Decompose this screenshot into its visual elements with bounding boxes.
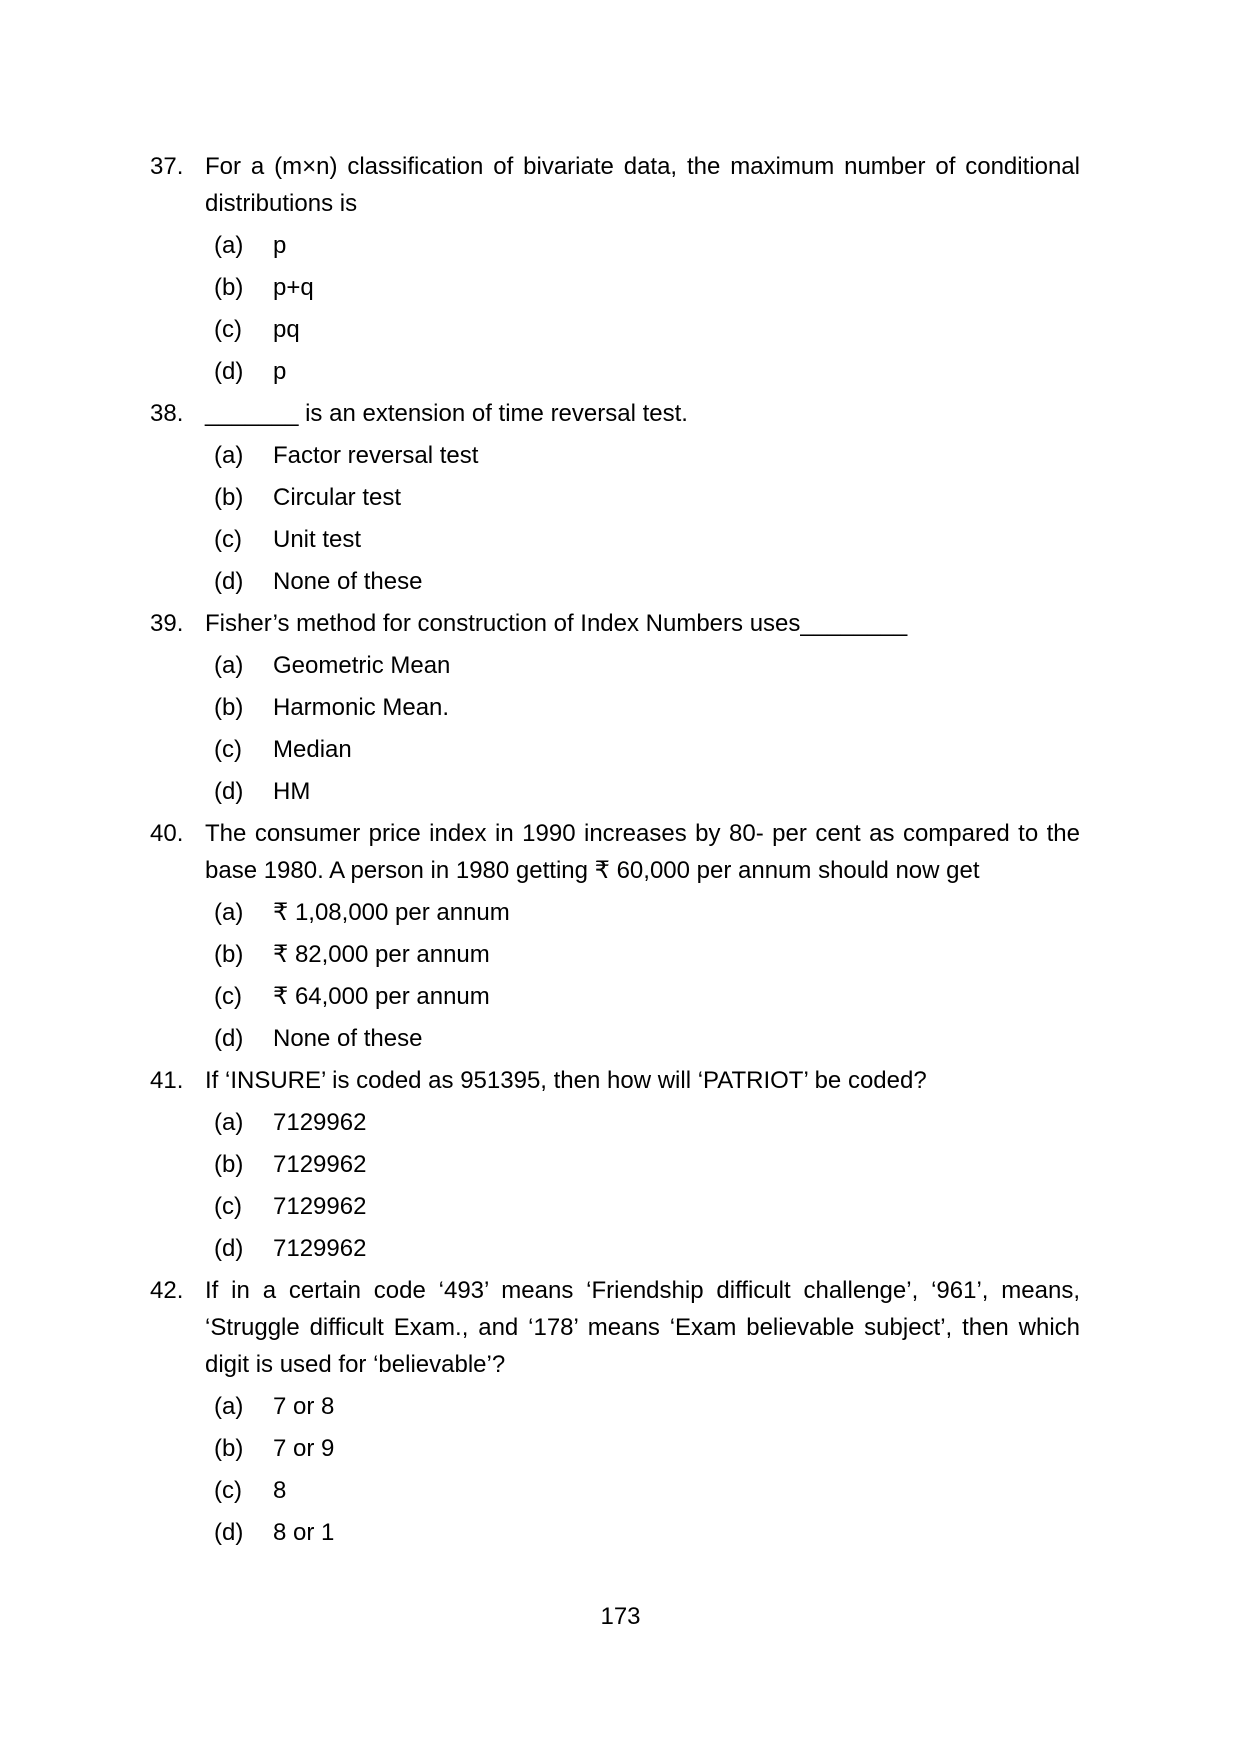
option-letter: (d) xyxy=(214,358,244,385)
option-letter: (a) xyxy=(214,1109,244,1136)
question-text: If in a certain code ‘493’ means ‘Friendship difficult challenge’, ‘961’, means, ‘Struggle difficult Exam., and ‘178’ means ‘Exam believable subject’, then which digit is used for ‘believable’? xyxy=(205,1277,1080,1378)
option-letter: (a) xyxy=(214,899,244,926)
option-text: p+q xyxy=(273,274,314,301)
option-row xyxy=(150,1020,1095,1057)
option-text: None of these xyxy=(273,568,423,595)
option-letter: (a) xyxy=(214,1393,244,1420)
option-text: 7 or 8 xyxy=(273,1393,335,1420)
option-row xyxy=(150,521,1095,558)
option-row xyxy=(150,1104,1095,1141)
option-text: pq xyxy=(273,316,300,343)
question-42 xyxy=(150,1272,1095,1551)
option-letter: (b) xyxy=(214,694,244,721)
option-row xyxy=(150,227,1095,264)
option-row xyxy=(150,1146,1095,1183)
option-row xyxy=(150,689,1095,726)
option-letter: (d) xyxy=(214,1519,244,1546)
option-text: p xyxy=(273,358,287,385)
option-letter: (c) xyxy=(214,316,242,343)
option-letter: (d) xyxy=(214,1235,244,1262)
option-text: 8 or 1 xyxy=(273,1519,335,1546)
option-letter: (b) xyxy=(214,1435,244,1462)
option-letter: (b) xyxy=(214,1151,244,1178)
option-row xyxy=(150,479,1095,516)
question-number: 40. xyxy=(150,820,184,847)
question-39 xyxy=(150,605,1095,810)
option-text: Factor reversal test xyxy=(273,442,479,469)
option-letter: (b) xyxy=(214,484,244,511)
option-text: p xyxy=(273,232,287,259)
question-41 xyxy=(150,1062,1095,1267)
option-text: Circular test xyxy=(273,484,402,511)
option-text: ₹ 1,08,000 per annum xyxy=(273,899,510,926)
question-40 xyxy=(150,815,1095,1057)
option-row xyxy=(150,437,1095,474)
option-row xyxy=(150,1388,1095,1425)
question-text: If ‘INSURE’ is coded as 951395, then how will ‘PATRIOT’ be coded? xyxy=(205,1067,927,1094)
option-row xyxy=(150,353,1095,390)
option-letter: (d) xyxy=(214,568,244,595)
option-text: Median xyxy=(273,736,352,763)
question-text: The consumer price index in 1990 increases by 80- per cent as compared to the base 1980. A person in 1980 getting ₹ 60,000 per annum should now get xyxy=(205,820,1080,884)
option-letter: (d) xyxy=(214,778,244,805)
option-letter: (c) xyxy=(214,983,242,1010)
option-row xyxy=(150,1514,1095,1551)
option-row xyxy=(150,894,1095,931)
option-text: Harmonic Mean. xyxy=(273,694,450,721)
question-37 xyxy=(150,148,1095,390)
option-text: 7 or 9 xyxy=(273,1435,335,1462)
option-row xyxy=(150,647,1095,684)
option-row xyxy=(150,773,1095,810)
option-row xyxy=(150,1188,1095,1225)
option-text: 7129962 xyxy=(273,1193,367,1220)
option-text: ₹ 64,000 per annum xyxy=(273,983,490,1010)
option-text: Unit test xyxy=(273,526,362,553)
option-text: None of these xyxy=(273,1025,423,1052)
option-letter: (c) xyxy=(214,1193,242,1220)
option-text: ₹ 82,000 per annum xyxy=(273,941,490,968)
question-38 xyxy=(150,395,1095,600)
question-text: _______ is an extension of time reversal test. xyxy=(205,400,688,427)
option-letter: (c) xyxy=(214,1477,242,1504)
option-letter: (b) xyxy=(214,274,244,301)
option-row xyxy=(150,269,1095,306)
question-number: 37. xyxy=(150,153,184,180)
option-row xyxy=(150,978,1095,1015)
option-letter: (c) xyxy=(214,736,242,763)
option-letter: (a) xyxy=(214,232,244,259)
question-number: 38. xyxy=(150,400,184,427)
option-row xyxy=(150,731,1095,768)
option-text: 8 xyxy=(273,1477,287,1504)
option-text: Geometric Mean xyxy=(273,652,451,679)
option-row xyxy=(150,311,1095,348)
option-text: 7129962 xyxy=(273,1235,367,1262)
option-letter: (c) xyxy=(214,526,242,553)
option-row xyxy=(150,1430,1095,1467)
option-row xyxy=(150,936,1095,973)
option-text: 7129962 xyxy=(273,1109,367,1136)
question-number: 42. xyxy=(150,1277,184,1304)
option-text: HM xyxy=(273,778,311,805)
question-text: Fisher’s method for construction of Index Numbers uses________ xyxy=(205,610,908,637)
question-text: For a (m×n) classification of bivariate data, the maximum number of conditional distributions is xyxy=(205,153,1080,217)
page-number: 173 xyxy=(600,1603,641,1630)
option-row xyxy=(150,1230,1095,1267)
option-row xyxy=(150,1472,1095,1509)
option-letter: (a) xyxy=(214,652,244,679)
question-number: 39. xyxy=(150,610,184,637)
option-row xyxy=(150,563,1095,600)
option-letter: (d) xyxy=(214,1025,244,1052)
option-text: 7129962 xyxy=(273,1151,367,1178)
option-letter: (b) xyxy=(214,941,244,968)
question-number: 41. xyxy=(150,1067,184,1094)
option-letter: (a) xyxy=(214,442,244,469)
